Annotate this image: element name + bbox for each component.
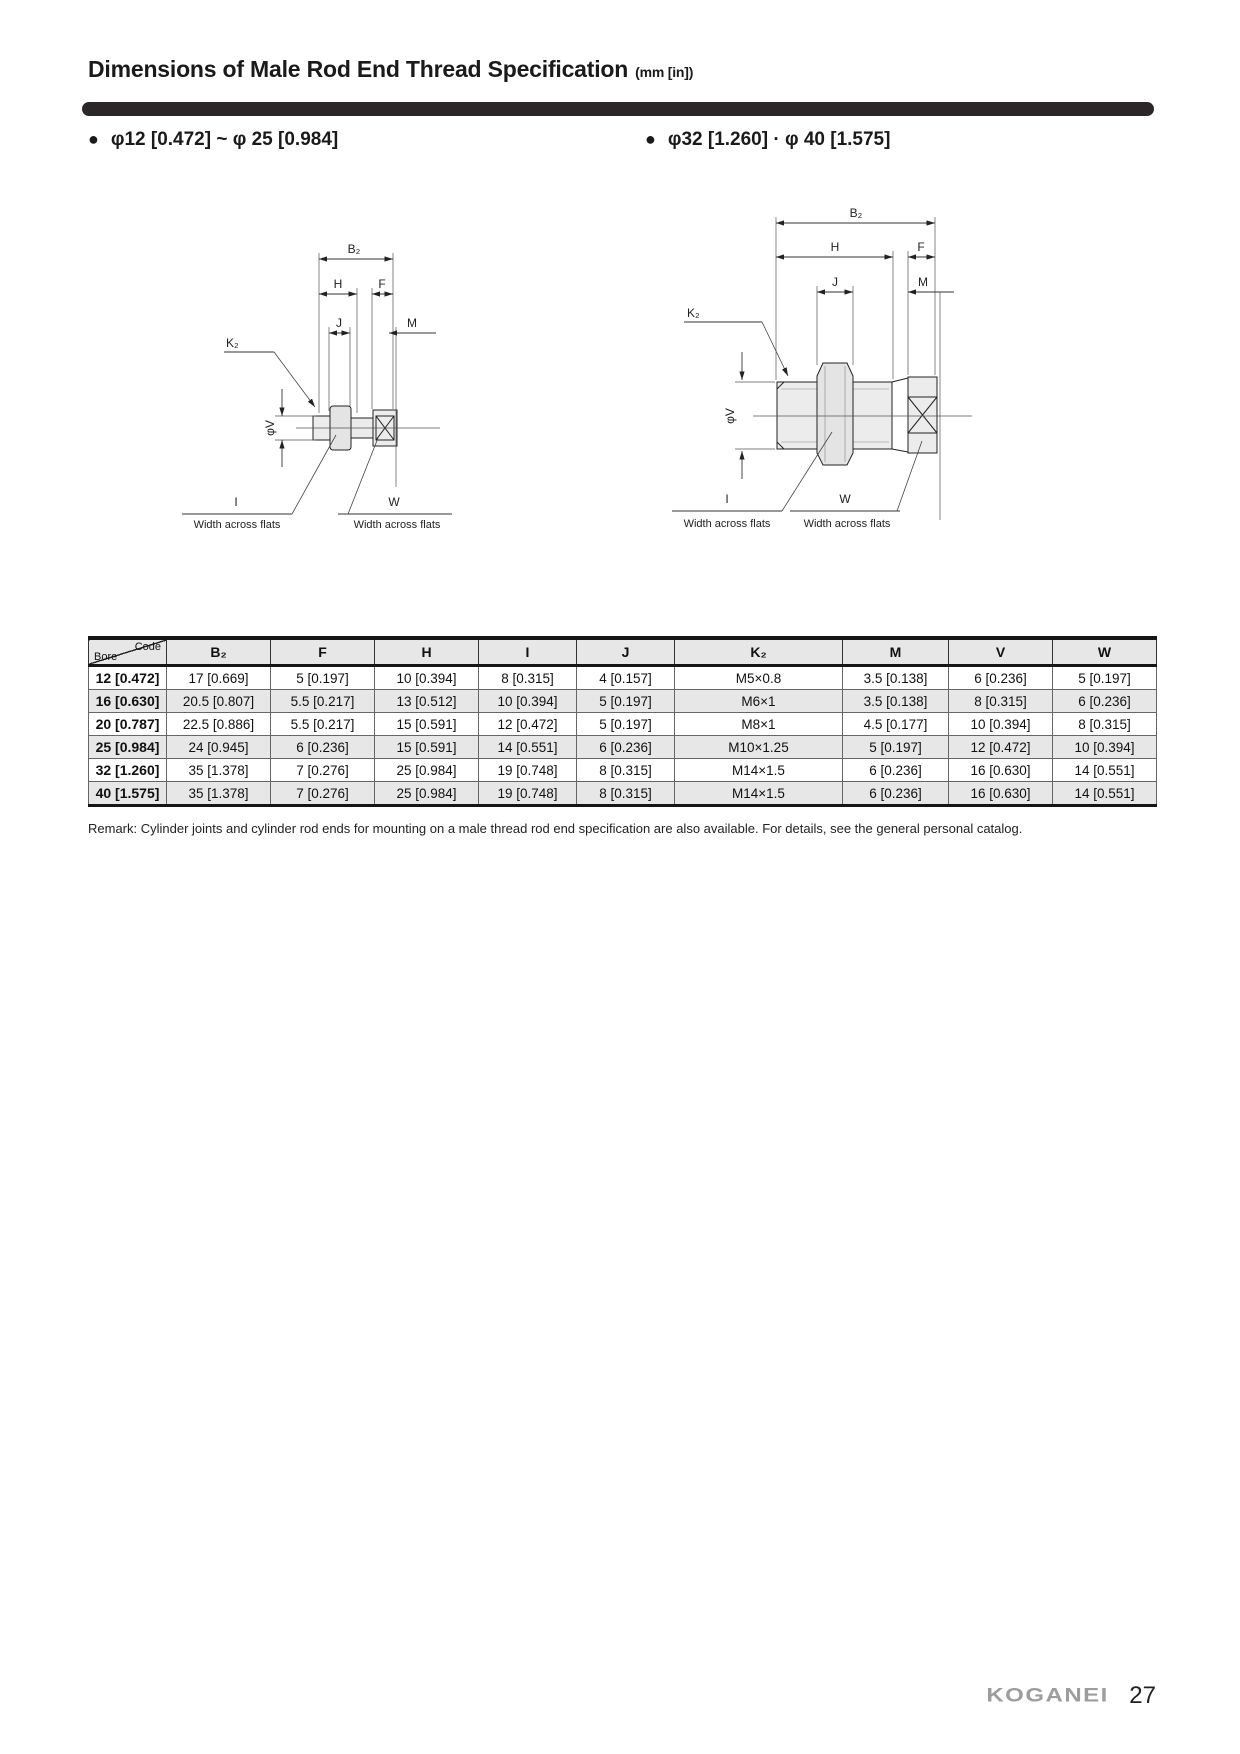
diagram-small-bore (140, 175, 460, 535)
bore-cell: 20 [0.787] (89, 713, 167, 736)
koganei-logo: KOGANEI (986, 1684, 1109, 1707)
corner-bore-label: Bore (94, 651, 118, 663)
table-row (89, 736, 1157, 759)
dim-label-j: J (336, 316, 342, 330)
value-cell: 35 [1.378] (167, 782, 271, 806)
value-cell: 10 [0.394] (375, 666, 479, 690)
section-small-bores (88, 129, 338, 151)
title-rule (82, 102, 1154, 116)
column-header: J (577, 638, 675, 666)
value-cell: 7 [0.276] (271, 759, 375, 782)
page-number: 27 (1129, 1682, 1156, 1709)
value-cell: 8 [0.315] (577, 759, 675, 782)
value-cell: 14 [0.551] (1053, 759, 1157, 782)
value-cell: M8×1 (675, 713, 843, 736)
value-cell: 25 [0.984] (375, 782, 479, 806)
value-cell: 16 [0.630] (949, 759, 1053, 782)
dim-label-h: H (830, 240, 840, 254)
page-title (88, 56, 693, 83)
value-cell: 6 [0.236] (271, 736, 375, 759)
bore-cell: 40 [1.575] (89, 782, 167, 806)
rod-end-drawing-large (777, 363, 937, 465)
value-cell: 5 [0.197] (1053, 666, 1157, 690)
column-header: H (375, 638, 479, 666)
value-cell: 10 [0.394] (949, 713, 1053, 736)
value-cell: 19 [0.748] (479, 782, 577, 806)
dim-label-m: M (407, 316, 417, 330)
value-cell: 12 [0.472] (949, 736, 1053, 759)
dimension-table (88, 636, 1157, 807)
width-across-flats-label: Width across flats (683, 518, 771, 530)
table-row (89, 759, 1157, 782)
page-title-text: Dimensions of Male Rod End Thread Specification (88, 56, 629, 82)
value-cell: M10×1.25 (675, 736, 843, 759)
value-cell: 4 [0.157] (577, 666, 675, 690)
value-cell: M14×1.5 (675, 782, 843, 806)
column-header: V (949, 638, 1053, 666)
value-cell: 24 [0.945] (167, 736, 271, 759)
value-cell: 4.5 [0.177] (843, 713, 949, 736)
bullet-icon: ● (645, 129, 656, 149)
value-cell: 5.5 [0.217] (271, 690, 375, 713)
table-body (89, 666, 1157, 806)
corner-code-label: Code (134, 641, 161, 653)
value-cell: 5 [0.197] (843, 736, 949, 759)
bore-cell: 12 [0.472] (89, 666, 167, 690)
dim-label-f: F (917, 240, 925, 254)
dim-label-w: W (839, 492, 851, 506)
value-cell: 35 [1.378] (167, 759, 271, 782)
value-cell: 3.5 [0.138] (843, 666, 949, 690)
value-cell: 6 [0.236] (843, 782, 949, 806)
dim-label-i: I (725, 492, 729, 506)
i-leader (292, 435, 336, 514)
value-cell: 10 [0.394] (479, 690, 577, 713)
dim-label-k2: K₂ (687, 306, 700, 320)
table-row (89, 690, 1157, 713)
dim-label-phi-v: φV (723, 408, 737, 424)
page-footer (88, 1682, 1156, 1710)
section-small-label: φ12 [0.472] ~ φ 25 [0.984] (110, 129, 339, 150)
width-across-flats-label: Width across flats (193, 519, 281, 531)
value-cell: 5 [0.197] (577, 690, 675, 713)
table-corner-cell (89, 638, 167, 666)
value-cell: 19 [0.748] (479, 759, 577, 782)
table-remark: Remark: Cylinder joints and cylinder rod ends for mounting on a male thread rod end specification are also available. For details, see the general personal catalog. (88, 821, 1023, 836)
dim-label-h: H (333, 277, 343, 291)
table-row (89, 666, 1157, 690)
bullet-icon: ● (88, 129, 99, 149)
value-cell: 5.5 [0.217] (271, 713, 375, 736)
value-cell: 6 [0.236] (843, 759, 949, 782)
value-cell: 17 [0.669] (167, 666, 271, 690)
value-cell: 5 [0.197] (577, 713, 675, 736)
column-header: W (1053, 638, 1157, 666)
value-cell: 16 [0.630] (949, 782, 1053, 806)
w-leader (348, 438, 378, 514)
value-cell: M5×0.8 (675, 666, 843, 690)
value-cell: 6 [0.236] (1053, 690, 1157, 713)
dim-label-i: I (234, 495, 238, 509)
diagram-large-bore (590, 170, 1010, 542)
bore-cell: 16 [0.630] (89, 690, 167, 713)
value-cell: 20.5 [0.807] (167, 690, 271, 713)
value-cell: 13 [0.512] (375, 690, 479, 713)
value-cell: 12 [0.472] (479, 713, 577, 736)
dim-label-m: M (918, 275, 928, 289)
table-row (89, 713, 1157, 736)
value-cell: 8 [0.315] (577, 782, 675, 806)
dim-label-j: J (832, 275, 838, 289)
table-header-row (89, 638, 1157, 666)
value-cell: 5 [0.197] (271, 666, 375, 690)
value-cell: 14 [0.551] (479, 736, 577, 759)
value-cell: 14 [0.551] (1053, 782, 1157, 806)
bore-cell: 32 [1.260] (89, 759, 167, 782)
value-cell: 7 [0.276] (271, 782, 375, 806)
value-cell: 8 [0.315] (949, 690, 1053, 713)
width-across-flats-label: Width across flats (803, 518, 891, 530)
value-cell: 6 [0.236] (577, 736, 675, 759)
value-cell: 15 [0.591] (375, 736, 479, 759)
value-cell: M14×1.5 (675, 759, 843, 782)
value-cell: 3.5 [0.138] (843, 690, 949, 713)
width-across-flats-label: Width across flats (353, 519, 441, 531)
value-cell: 15 [0.591] (375, 713, 479, 736)
column-header: B₂ (167, 638, 271, 666)
value-cell: 6 [0.236] (949, 666, 1053, 690)
value-cell: 10 [0.394] (1053, 736, 1157, 759)
value-cell: 8 [0.315] (1053, 713, 1157, 736)
dim-label-f: F (378, 277, 386, 291)
value-cell: M6×1 (675, 690, 843, 713)
dim-label-w: W (388, 495, 400, 509)
dim-label-k2: K₂ (226, 336, 239, 350)
dim-label-b2: B₂ (849, 206, 863, 220)
dim-label-b2: B₂ (347, 242, 361, 256)
section-large-bores (645, 129, 890, 151)
column-header: K₂ (675, 638, 843, 666)
column-header: I (479, 638, 577, 666)
table-row (89, 782, 1157, 806)
section-large-label: φ32 [1.260] · φ 40 [1.575] (667, 129, 891, 150)
dim-label-phi-v: φV (263, 420, 277, 436)
k2-leader (762, 322, 788, 376)
value-cell: 25 [0.984] (375, 759, 479, 782)
column-header: M (843, 638, 949, 666)
value-cell: 8 [0.315] (479, 666, 577, 690)
k2-leader (274, 352, 315, 407)
dimension-table-wrap (88, 636, 1156, 807)
bore-cell: 25 [0.984] (89, 736, 167, 759)
value-cell: 22.5 [0.886] (167, 713, 271, 736)
page-title-unit: (mm [in]) (635, 64, 694, 80)
column-header: F (271, 638, 375, 666)
